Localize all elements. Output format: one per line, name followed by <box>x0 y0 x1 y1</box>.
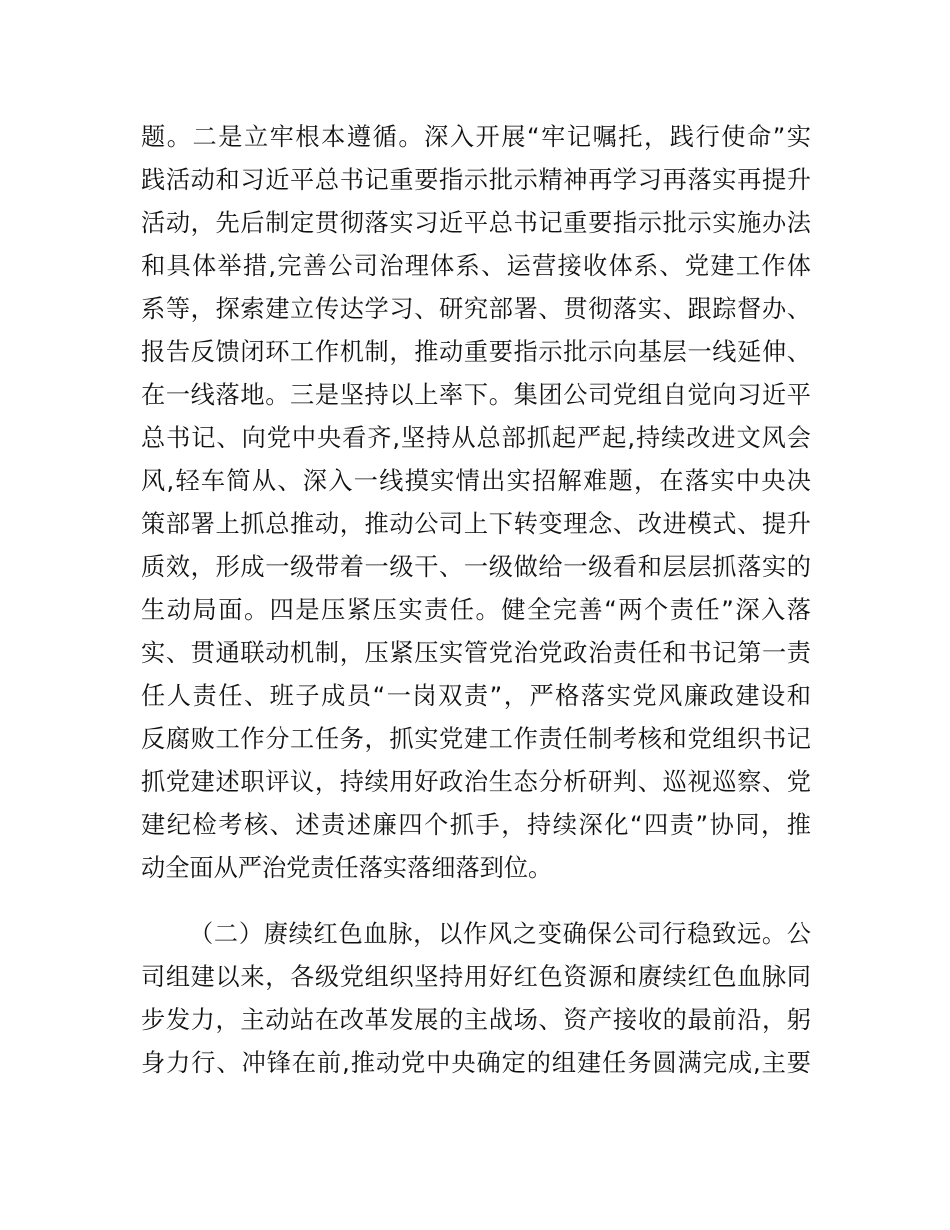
text-line: 报告反馈闭环工作机制，推动重要指示批示向基层一线延伸、 <box>141 338 811 366</box>
text-line: 质效，形成一级带着一级干、一级做给一级看和层层抓落实的 <box>141 553 811 581</box>
text-line: 策部署上抓总推动，推动公司上下转变理念、改进模式、提升 <box>141 510 811 538</box>
text-line: 在一线落地。三是坚持以上率下。集团公司党组自觉向习近平 <box>141 381 811 409</box>
text-line: 任人责任、班子成员“一岗双责”，严格落实党风廉政建设和 <box>141 682 811 710</box>
text-line: 建纪检考核、述责述廉四个抓手，持续深化“四责”协同，推 <box>141 811 811 839</box>
text-line: 和具体举措,完善公司治理体系、运营接收体系、党建工作体 <box>141 252 811 280</box>
text-line: 系等，探索建立传达学习、研究部署、贯彻落实、跟踪督办、 <box>141 295 811 323</box>
text-line: 反腐败工作分工任务，抓实党建工作责任制考核和党组织书记 <box>141 725 811 753</box>
text-line: 司组建以来，各级党组织坚持用好红色资源和赓续红色血脉同 <box>141 963 811 991</box>
text-line: 题。二是立牢根本遵循。深入开展“牢记嘱托，践行使命”实 <box>141 123 811 151</box>
text-line: 践活动和习近平总书记重要指示批示精神再学习再落实再提升 <box>141 166 811 194</box>
text-line: 抓党建述职评议，持续用好政治生态分析研判、巡视巡察、党 <box>141 768 811 796</box>
text-line: 总书记、向党中央看齐,坚持从总部抓起严起,持续改进文风会 <box>141 424 811 452</box>
text-line: 动全面从严治党责任落实落细落到位。 <box>141 854 553 882</box>
section-heading-line: （二）赓续红色血脉，以作风之变确保公司行稳致远。公 <box>189 920 811 948</box>
text-line: 风,轻车简从、深入一线摸实情出实招解难题，在落实中央决 <box>141 467 811 495</box>
text-line: 生动局面。四是压紧压实责任。健全完善“两个责任”深入落 <box>141 596 811 624</box>
text-line: 身力行、冲锋在前,推动党中央确定的组建任务圆满完成,主要 <box>141 1049 811 1077</box>
text-line: 活动，先后制定贯彻落实习近平总书记重要指示批示实施办法 <box>141 209 811 237</box>
text-line: 步发力，主动站在改革发展的主战场、资产接收的最前沿，躬 <box>141 1006 811 1034</box>
text-line: 实、贯通联动机制，压紧压实管党治党政治责任和书记第一责 <box>141 639 811 667</box>
